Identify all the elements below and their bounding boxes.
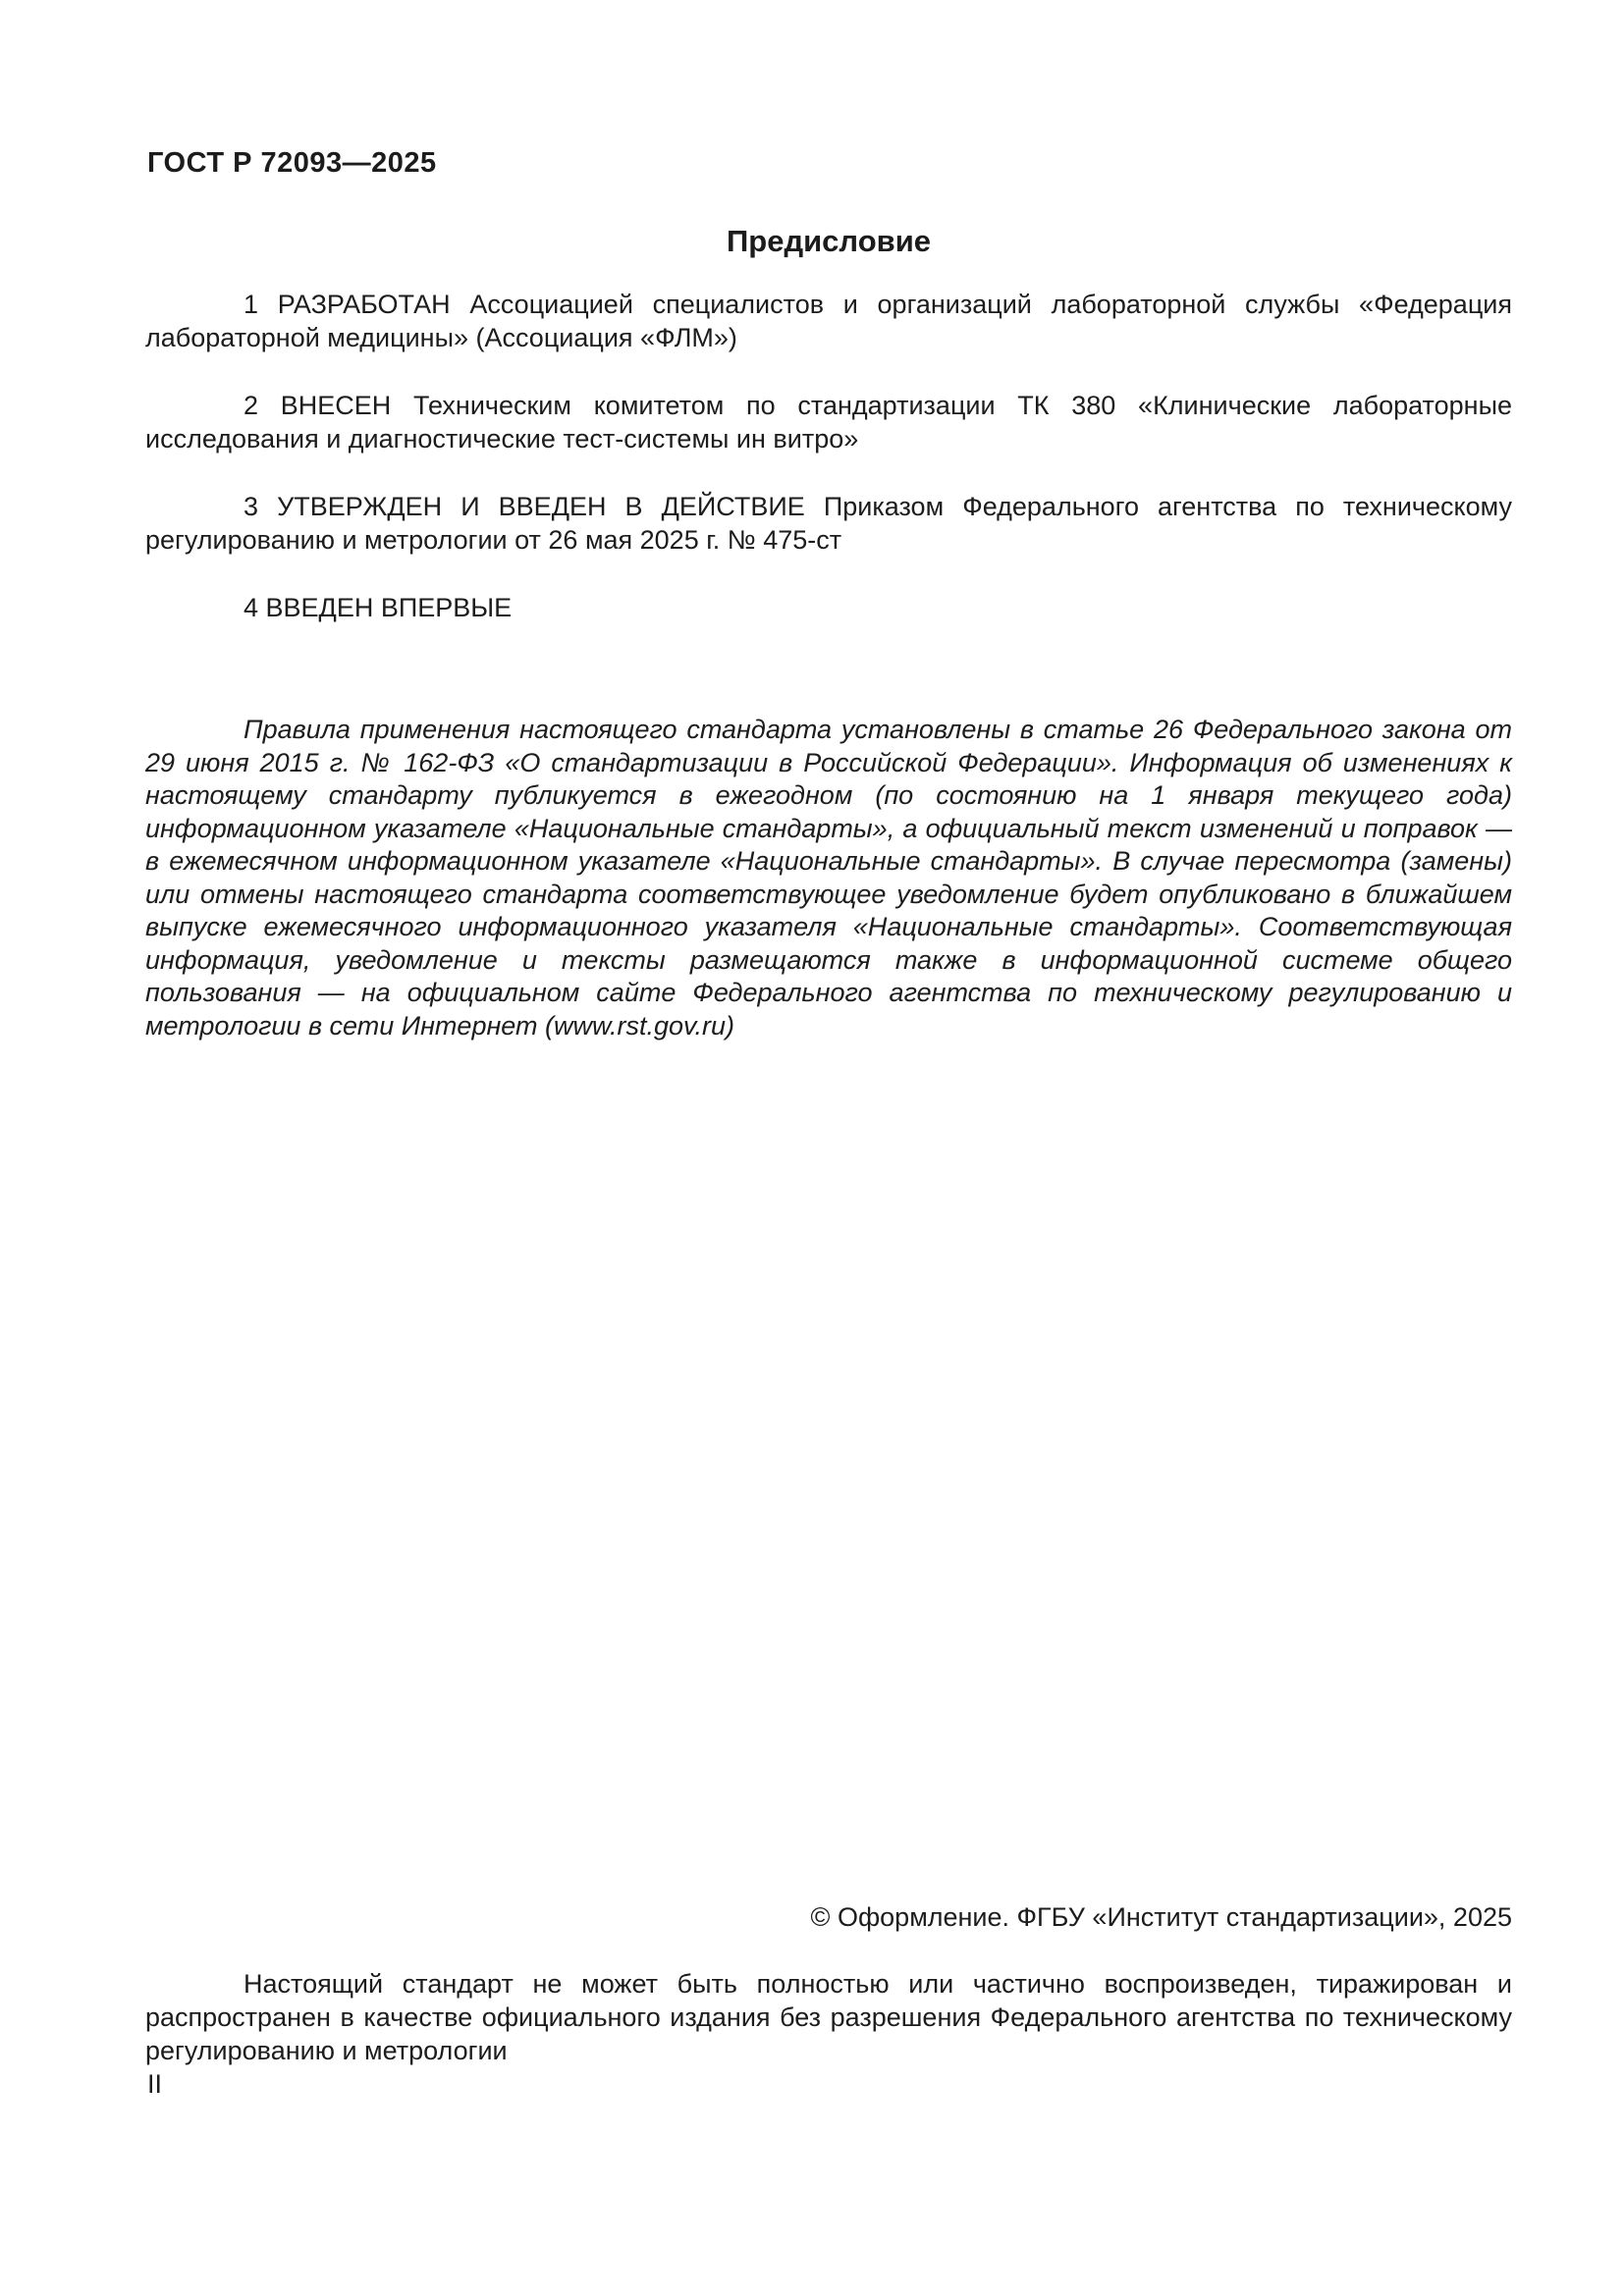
page-number: II <box>147 2069 163 2099</box>
legal-notice: Правила применения настоящего стандарта установлены в статье 26 Федерального закона от 29 июня 2015 г. № 162-ФЗ «О стандартизации в Российской Федерации». Информация об изменениях к настоящему стандарту публикуется в ежегодном (по состоянию на 1 января текущего года) информационном указателе «Национальные стандарты», а официальный текст изменений и поправок — в ежемесячном информационном указателе «Национальные стандарты». В случае пересмотра (замены) или отмены настоящего стандарта соответствующее уведомление будет опубликовано в ближайшем выпуске ежемесячного информационного указателя «Национальные стандарты». Соответствующая информация, уведомление и тексты размещаются также в информационной системе общего пользования — на официальном сайте Федерального агентства по техническому регулированию и метрологии в сети Интернет (www.rst.gov.ru) <box>145 715 1512 1041</box>
foreword-title: Предисловие <box>726 224 931 258</box>
foreword-item-approved: 3 УТВЕРЖДЕН И ВВЕДЕН В ДЕЙСТВИЕ Приказом Федерального агентства по техническому регулированию и метрологии от 26 мая 2025 г. № 475-ст <box>145 492 1512 555</box>
copyright-line: © Оформление. ФГБУ «Институт стандартизации», 2025 <box>810 1902 1512 1932</box>
foreword-items <box>145 288 1512 659</box>
foreword-item-developed: 1 РАЗРАБОТАН Ассоциацией специалистов и организаций лабораторной службы «Федерация лабораторной медицины» (Ассоциация «ФЛМ») <box>145 290 1512 352</box>
document-code: ГОСТ Р 72093—2025 <box>147 147 437 179</box>
foreword-item-submitted: 2 ВНЕСЕН Техническим комитетом по стандартизации ТК 380 «Клинические лабораторные исследования и диагностические тест-системы ин витро» <box>145 391 1512 454</box>
foreword-item-first-introduced: 4 ВВЕДЕН ВПЕРВЫЕ <box>244 593 513 622</box>
reproduction-notice: Настоящий стандарт не может быть полностью или частично воспроизведен, тиражирован и распространен в качестве официального издания без разрешения Федерального агентства по техническому регулированию и метрологии <box>145 1969 1512 2065</box>
